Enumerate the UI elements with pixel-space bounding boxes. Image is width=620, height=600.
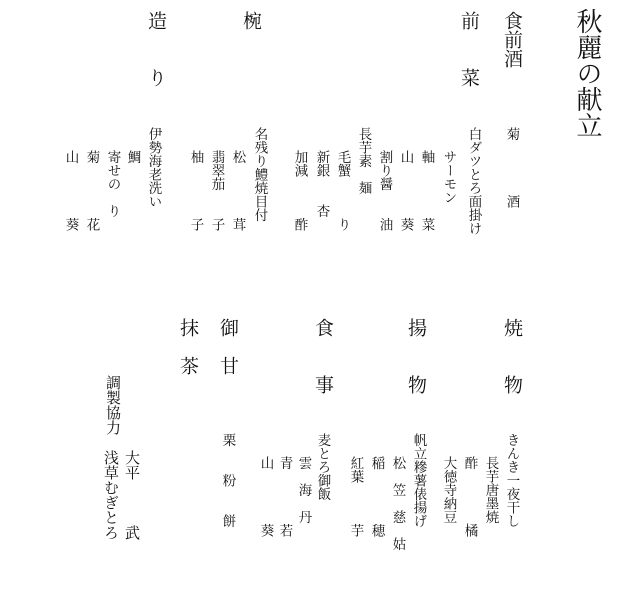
course-item: 大徳寺納豆	[440, 456, 457, 524]
course-item: 伊勢海老洗い	[145, 127, 162, 208]
credit-shop: 浅草むぎとろ	[102, 450, 120, 540]
course-item: 山 葵	[397, 150, 414, 231]
course-item: 松 茸	[229, 150, 246, 231]
course-item: 酢 橘	[461, 456, 478, 537]
course-item: 栗 粉 餅	[219, 433, 236, 528]
course-item: 山 葵	[62, 150, 79, 231]
course-item: 長芋素 麺	[355, 127, 372, 195]
course-item: 山 葵	[257, 456, 274, 537]
course-heading: 抹 茶	[177, 318, 199, 375]
course-item: 柚 子	[187, 150, 204, 231]
credit-heading: 調製協力	[104, 375, 122, 435]
menu-title: 秋麗の献立	[572, 8, 602, 138]
course-item: 寄せの り	[104, 150, 121, 218]
course-heading: 食 事	[312, 318, 334, 394]
course-item: サーモン	[440, 150, 457, 204]
course-heading: 前 菜	[458, 11, 480, 87]
course-item: 新銀 杏	[313, 150, 330, 218]
course-heading: 食前酒	[501, 11, 523, 68]
course-item: 割り醤 油	[376, 150, 393, 231]
course-item: 長芋唐墨焼	[482, 456, 499, 524]
course-item: 翡翠茄 子	[208, 150, 225, 231]
credit-name: 大平 武	[123, 450, 141, 540]
course-item: 雲 海 丹	[295, 456, 312, 524]
course-heading: 焼 物	[501, 318, 523, 394]
course-item: 毛蟹 り	[334, 150, 351, 231]
course-item: 鯛	[124, 150, 141, 164]
course-item: 菊 酒	[503, 127, 520, 208]
course-heading: 造 り	[145, 11, 167, 87]
course-item: 紅葉 芋	[347, 456, 364, 537]
course-heading: 揚 物	[405, 318, 427, 394]
course-item: 麦とろ御飯	[314, 433, 331, 501]
course-item: 白ダツとろ面掛け	[465, 127, 482, 235]
course-item: 帆立糝薯俵揚げ	[410, 433, 427, 528]
course-item: きんき一夜干し	[503, 433, 520, 528]
course-heading: 椀	[240, 11, 262, 30]
course-item: 名残り鱧焼目付	[251, 127, 268, 222]
course-item: 松 笠 慈 姑	[389, 456, 406, 551]
course-heading: 御 甘	[217, 318, 239, 375]
course-item: 軸 菜	[418, 150, 435, 231]
course-item: 青 若	[276, 456, 293, 537]
course-item: 菊 花	[83, 150, 100, 231]
course-item: 加減 酢	[291, 150, 308, 231]
course-item: 稲 穂	[368, 456, 385, 537]
